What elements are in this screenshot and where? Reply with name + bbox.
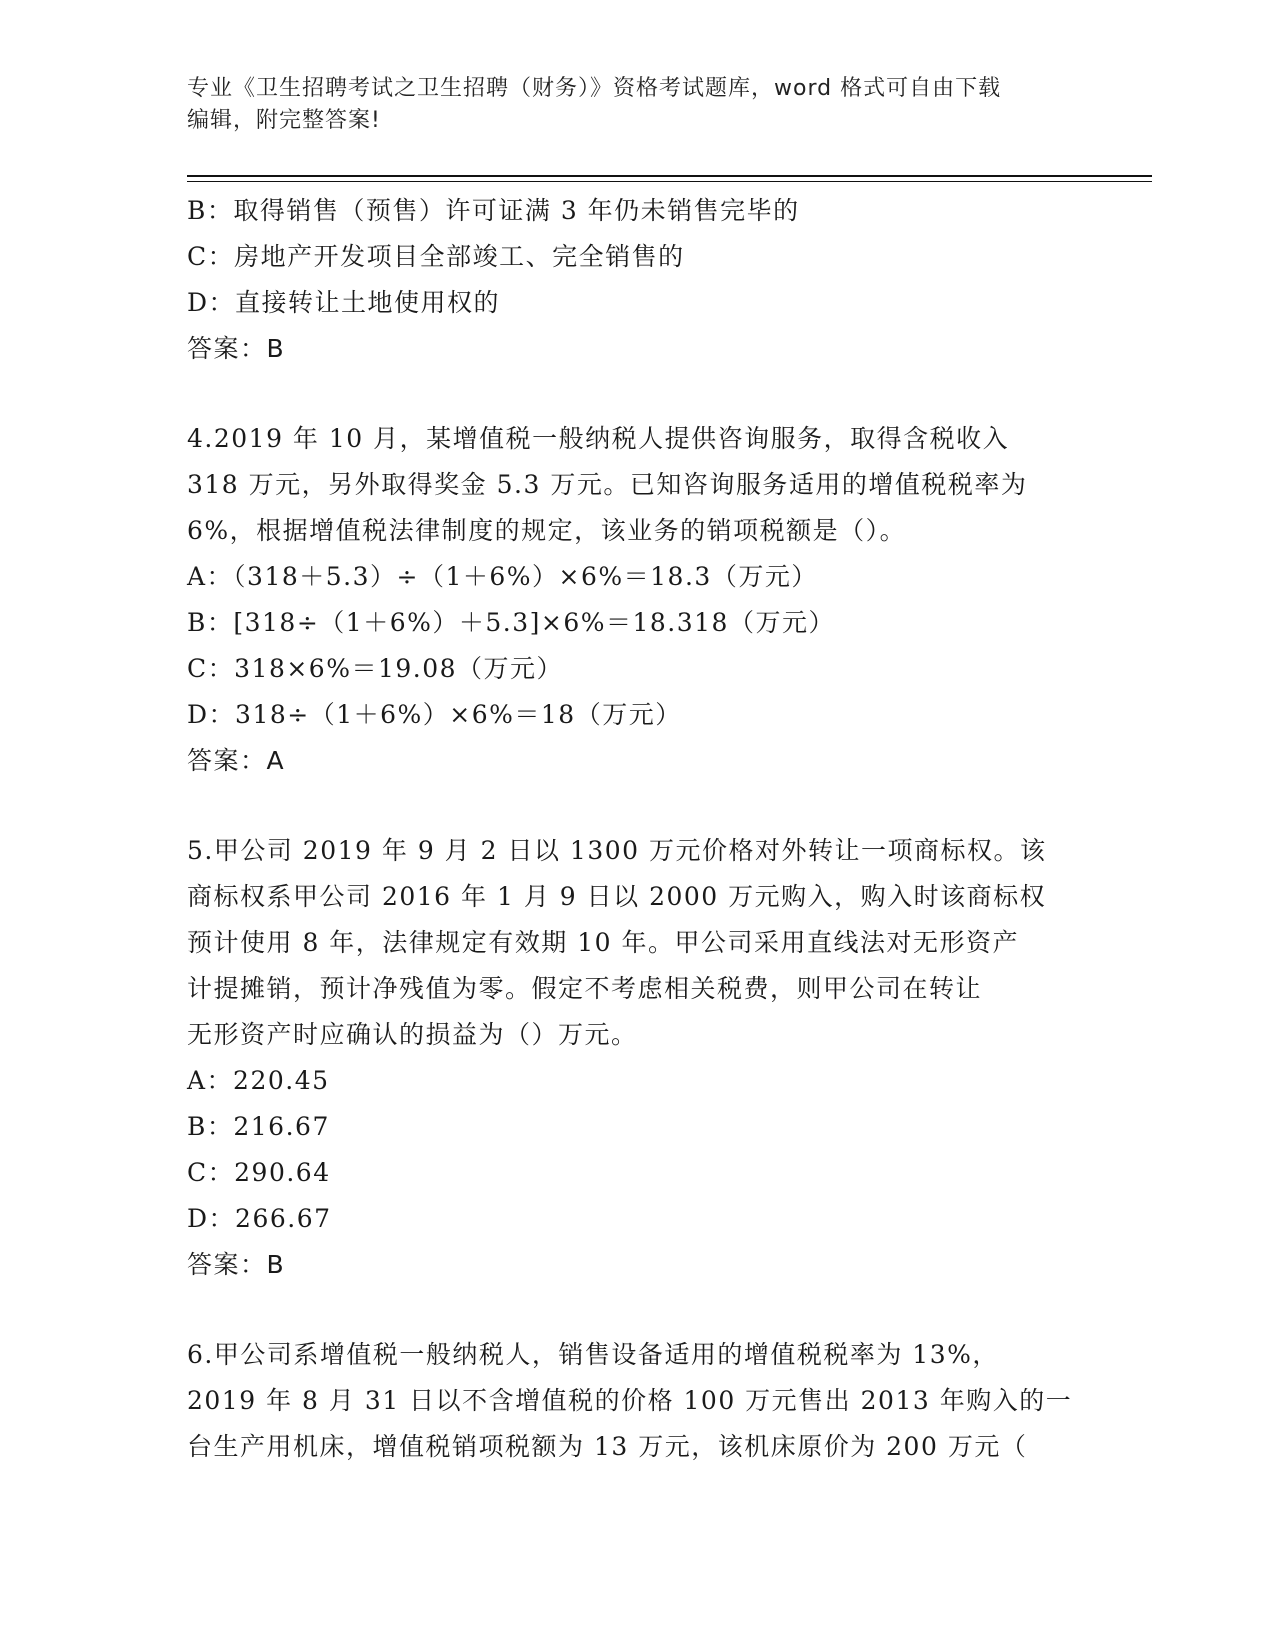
option-c: C：房地产开发项目全部竣工、完全销售的 <box>187 242 685 271</box>
question-text: 6.甲公司系增值税一般纳税人，销售设备适用的增值税税率为 13%， <box>187 1340 999 1369</box>
option-a: A：（318＋5.3）÷（1＋6%）×6%＝18.3（万元） <box>187 562 818 591</box>
question-block <box>187 1332 1087 1470</box>
header-rule-thin <box>187 181 1152 182</box>
spacer <box>187 1288 1087 1332</box>
option-c: C：290.64 <box>187 1158 331 1187</box>
option-b: B：[318÷（1＋6%）＋5.3]×6%＝18.318（万元） <box>187 608 835 637</box>
spacer <box>187 784 1087 828</box>
option-b: B：取得销售（预售）许可证满 3 年仍未销售完毕的 <box>187 196 800 225</box>
question-text: 台生产用机床，增值税销项税额为 13 万元，该机床原价为 200 万元（ <box>187 1432 1028 1461</box>
answer-line: 答案：B <box>187 1250 286 1279</box>
question-block <box>187 188 1087 372</box>
page-header <box>187 73 1087 137</box>
question-text: 商标权系甲公司 2016 年 1 月 9 日以 2000 万元购入，购入时该商标权 <box>187 882 1047 911</box>
header-rule <box>187 175 1152 177</box>
option-d: D：266.67 <box>187 1204 332 1233</box>
answer-line: 答案：A <box>187 746 286 775</box>
option-a: A：220.45 <box>187 1066 330 1095</box>
option-d: D：318÷（1＋6%）×6%＝18（万元） <box>187 700 682 729</box>
header-line: 编辑，附完整答案! <box>187 108 381 133</box>
option-b: B：216.67 <box>187 1112 330 1141</box>
question-text: 4.2019 年 10 月，某增值税一般纳税人提供咨询服务，取得含税收入 <box>187 424 1010 453</box>
question-block <box>187 416 1087 784</box>
answer-line: 答案：B <box>187 334 286 363</box>
question-text: 预计使用 8 年，法律规定有效期 10 年。甲公司采用直线法对无形资产 <box>187 928 1020 957</box>
question-block <box>187 828 1087 1288</box>
question-text: 6%，根据增值税法律制度的规定，该业务的销项税额是（）。 <box>187 516 907 545</box>
question-text: 2019 年 8 月 31 日以不含增值税的价格 100 万元售出 2013 年购入的一 <box>187 1386 1073 1415</box>
question-text: 计提摊销，预计净残值为零。假定不考虑相关税费，则甲公司在转让 <box>187 974 983 1003</box>
question-text: 318 万元，另外取得奖金 5.3 万元。已知咨询服务适用的增值税税率为 <box>187 470 1028 499</box>
spacer <box>187 372 1087 416</box>
question-text: 5.甲公司 2019 年 9 月 2 日以 1300 万元价格对外转让一项商标权。该 <box>187 836 1047 865</box>
header-line: 专业《卫生招聘考试之卫生招聘（财务）》资格考试题库，word 格式可自由下载 <box>187 76 1002 101</box>
question-text: 无形资产时应确认的损益为（）万元。 <box>187 1020 638 1049</box>
option-d: D：直接转让土地使用权的 <box>187 288 501 317</box>
document-body <box>187 188 1087 1470</box>
option-c: C：318×6%＝19.08（万元） <box>187 654 564 683</box>
